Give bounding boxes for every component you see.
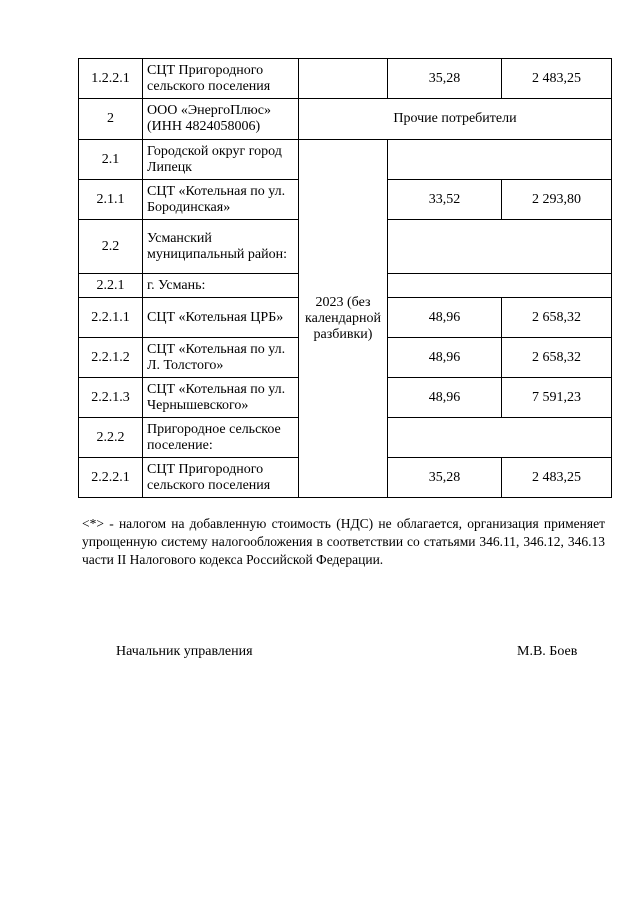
empty-value-cell [388, 418, 612, 458]
row-value-1: 48,96 [388, 338, 502, 378]
row-number: 1.2.2.1 [79, 59, 143, 99]
consumer-category: Прочие потребители [299, 99, 612, 140]
row-name: СЦТ Пригородного сельского поселения [143, 59, 299, 99]
row-name: СЦТ «Котельная ЦРБ» [143, 298, 299, 338]
row-value-1: 33,52 [388, 180, 502, 220]
row-value-2: 2 658,32 [502, 338, 612, 378]
row-value-2: 2 483,25 [502, 59, 612, 99]
row-number: 2.2.1.2 [79, 338, 143, 378]
row-number: 2.2.2 [79, 418, 143, 458]
signatory-name: М.В. Боев [517, 644, 578, 659]
row-value-1: 35,28 [388, 59, 502, 99]
row-value-1: 48,96 [388, 378, 502, 418]
empty-value-cell [388, 140, 612, 180]
table-row [79, 140, 612, 180]
row-value-1: 48,96 [388, 298, 502, 338]
period-cell: 2023 (без календарной разбивки) [299, 140, 388, 498]
row-number: 2.1 [79, 140, 143, 180]
row-name: Пригородное сельское поселение: [143, 418, 299, 458]
row-name: СЦТ «Котельная по ул. Чернышевского» [143, 378, 299, 418]
row-value-2: 2 483,25 [502, 458, 612, 498]
signatory-position: Начальник управления [116, 644, 253, 659]
row-number: 2.1.1 [79, 180, 143, 220]
row-value-2: 2 293,80 [502, 180, 612, 220]
row-number: 2.2.1.3 [79, 378, 143, 418]
row-value-1: 35,28 [388, 458, 502, 498]
empty-value-cell [388, 220, 612, 274]
row-number: 2.2.1.1 [79, 298, 143, 338]
row-value-2: 7 591,23 [502, 378, 612, 418]
row-name: ООО «ЭнергоПлюс» (ИНН 4824058006) [143, 99, 299, 140]
footnote: <*> - налогом на добавленную стоимость (НДС) не облагается, организация применяет упрощенную систему налогообложения в соответствии со статьями 346.11, 346.12, 346.13 части II Налогового кодекса Российской Федерации. [82, 516, 605, 567]
empty-value-cell [388, 274, 612, 298]
row-name: Городской округ город Липецк [143, 140, 299, 180]
row-name: г. Усмань: [143, 274, 299, 298]
row-number: 2 [79, 99, 143, 140]
row-name: СЦТ Пригородного сельского поселения [143, 458, 299, 498]
table-row [79, 99, 612, 140]
row-name: Усманский муниципальный район: [143, 220, 299, 274]
row-number: 2.2.2.1 [79, 458, 143, 498]
empty-period-cell [299, 59, 388, 99]
row-number: 2.2 [79, 220, 143, 274]
table-row [79, 59, 612, 99]
tariff-table [78, 58, 612, 498]
row-value-2: 2 658,32 [502, 298, 612, 338]
row-name: СЦТ «Котельная по ул. Бородинская» [143, 180, 299, 220]
row-number: 2.2.1 [79, 274, 143, 298]
row-name: СЦТ «Котельная по ул. Л. Толстого» [143, 338, 299, 378]
